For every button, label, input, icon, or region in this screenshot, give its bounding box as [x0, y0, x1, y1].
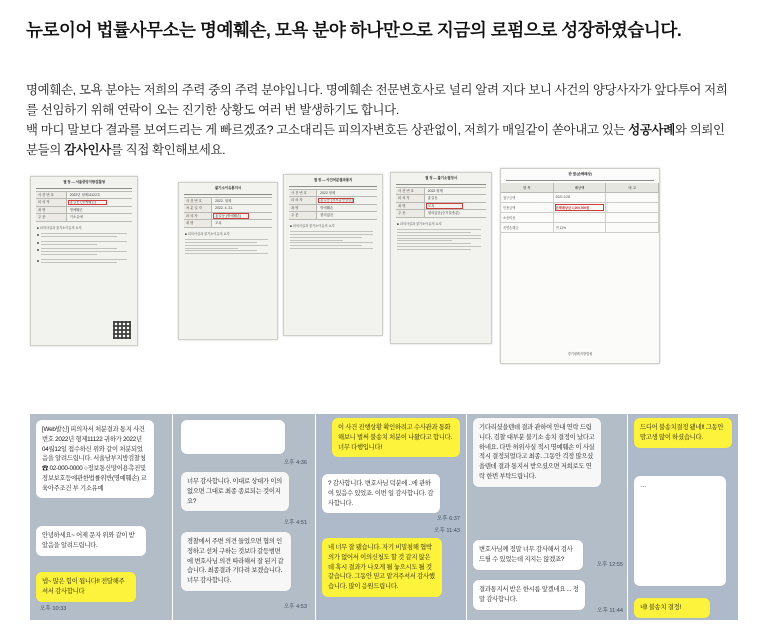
- doc-3-title: 결 정 — 사건처분결과통지: [313, 178, 353, 182]
- doc-2-value: 2022. 형제: [215, 199, 232, 203]
- chat-bubble-highlighted: 넵~ 많은 힘이 됩니다!! 전달해주셔서 감사합니다: [36, 572, 136, 602]
- text-line: [41, 241, 127, 242]
- text-line: [185, 245, 268, 246]
- document-gallery: [30, 168, 738, 380]
- cell-item: 청구금액: [501, 193, 554, 202]
- doc-4-row: [396, 209, 486, 217]
- text-line: [397, 249, 471, 250]
- cell-note: [606, 223, 659, 232]
- text-line: [41, 236, 117, 237]
- doc-1-section-title: ■ 피의사실과 불기소이유의 요지: [37, 225, 82, 230]
- text-line: [185, 250, 257, 251]
- doc-2-value: 모욕: [215, 221, 222, 226]
- text-line: [185, 242, 257, 243]
- cell-note: [606, 213, 659, 222]
- text-line: [397, 243, 471, 244]
- doc-2-key: 사 건 번 호: [184, 198, 212, 204]
- cell-note: [606, 203, 659, 212]
- doc-4-value: 혐의없음(증거불충분): [427, 211, 460, 216]
- page-title: 뉴로이어 법률사무소는 명예훼손, 모욕 분야 하나만으로 지금의 로펌으로 성장하였습니다.: [26, 20, 682, 40]
- p2-mid: 와 의뢰인분들의: [26, 123, 725, 158]
- chat-timestamp: 오후 12:55: [596, 562, 623, 568]
- doc-3-value: 혐의없음: [320, 213, 334, 218]
- doc-3-value: 명예훼손: [320, 205, 334, 210]
- text-line: [185, 253, 268, 254]
- doc-2-title: 불기소이유통지서: [214, 186, 242, 190]
- doc-1-body: [31, 222, 137, 265]
- table-row: [501, 203, 659, 213]
- text-line: [290, 237, 362, 238]
- doc-4-rule: [396, 184, 486, 185]
- chat-bubble-highlighted: 네! 불송치 결정!: [634, 598, 710, 618]
- text-line: [397, 238, 481, 239]
- doc-1-rows: [31, 191, 137, 222]
- doc-3-row: [289, 211, 377, 219]
- doc-3-key: 사 건 번 호: [289, 190, 317, 196]
- doc-4-body: [391, 218, 491, 250]
- bullet-dot-icon: [37, 242, 39, 244]
- doc-3-key: 주 문: [289, 212, 317, 218]
- doc-4-key: 사 건 번 호: [396, 188, 425, 194]
- doc-5-title: 판 결 (손해배상): [568, 172, 592, 176]
- chat-gallery: [30, 414, 738, 620]
- doc-2-value-highlighted: 홍길동 (명예훼손): [212, 213, 272, 219]
- doc-2-key: 처 분 일 자: [184, 205, 212, 211]
- bullet-dot-icon: [37, 260, 39, 262]
- doc-5-table-header: [501, 183, 659, 193]
- document-thumb-4[interactable]: [390, 172, 492, 344]
- chat-bubble: 기다리셨을텐데 결과 관하여 안내 연락 드립니다. 검찰 대부분 불기소 송치 결정이 났다고 하네요. 다만 허위사실 적시 명예훼손 이 사실 적시 결정되었다고 최종. 그동안 걱정 많으셨을텐데 결과 통지서 받으셨으면 저희로도 연락 한번 부탁드립니다.: [473, 418, 601, 487]
- document-thumb-2[interactable]: [178, 182, 278, 340]
- chat-bubble-highlighted: 이 사건 진행상황 확인하려고 수사관과 통화해보니 벌써 불송치 처분이 나왔다고 합니다. 너무 다행입니다!: [332, 418, 460, 457]
- table-row: [501, 193, 659, 203]
- doc-4-value: 2022 형제: [427, 189, 443, 193]
- chat-bubble-highlighted: 네 너무 잘 됐습니다. 자기 비밀침해 협박의가 없어서 이의신청도 할 것 같지 않은데 혹시 결과가 나오게 될 놓으시도 될 것 같습니다. 그동안 믿고 맡겨주셔서 감사했습니다. 많이 응원드립니다.: [322, 538, 442, 597]
- intro-paragraph-2: [26, 120, 732, 160]
- document-thumb-5[interactable]: [500, 168, 660, 364]
- doc-2-row: [184, 219, 272, 227]
- cell-item: 인용금액: [501, 203, 554, 212]
- text-line: [397, 235, 481, 236]
- doc-4-row: [396, 187, 486, 194]
- text-line: [290, 231, 373, 232]
- doc-5-col-item: 항 목: [501, 183, 554, 192]
- doc-4-title: 결 정 — 불기소결정서: [425, 176, 457, 180]
- text-line: [41, 233, 127, 234]
- document-thumb-3[interactable]: [283, 174, 383, 336]
- doc-2-body: [179, 228, 277, 254]
- doc-1-value: 기소유예: [69, 215, 83, 220]
- chat-bubble: 변호사님께 정말 너무 감사해서 검사 드릴 수 있었는데 지지는 않겠죠?: [473, 540, 583, 570]
- chat-bubble: 너무 감사합니다. 이대로 상대가 이의 없으면 그대로 최종 종료되는 것이지요?: [181, 472, 289, 511]
- doc-3-value: 2022 형제: [320, 191, 336, 195]
- text-line: [290, 242, 373, 243]
- doc-1-bullet: [37, 231, 131, 239]
- chat-timestamp: 오후 4:36: [283, 460, 307, 466]
- text-line: [41, 244, 97, 245]
- chat-panel-5[interactable]: [628, 414, 738, 620]
- text-line: [397, 246, 481, 247]
- chat-timestamp: 오후 10:33: [40, 606, 67, 612]
- cell-amount: 연 12%: [554, 223, 607, 232]
- doc-1-row: [36, 198, 132, 205]
- text-line: [41, 251, 127, 252]
- p2-bold-thanks: 감사인사: [64, 143, 111, 158]
- chat-bubble: [Web발신] 피의자서 처분결과 통지 사건번호 2022년 형제11122 귀하가 2022년04월12일 접수하신 위와 같이 처분되었음을 알려드립니다. 서울남부지방검찰청 ☎ 02-000-0000 ○정보통신망이용촉진및정보보호등에관한법률위반(명예훼손) 교육아주조건 부 기소유예: [36, 420, 154, 498]
- doc-1-key: 죄 명: [36, 207, 67, 213]
- chat-panel-1[interactable]: [30, 414, 172, 620]
- doc-4-value-highlighted: 모욕: [425, 203, 486, 209]
- cell-item: 지연손해금: [501, 223, 554, 232]
- chat-bubble-highlighted: 드디어 불송치결정 됐네!! 그동안 맘고생 많이 하셨습니다.: [634, 418, 732, 448]
- text-line: [41, 248, 117, 249]
- doc-3-rows: [284, 189, 382, 220]
- doc-3-row: [289, 196, 377, 203]
- p2-bold-success: 성공사례: [628, 123, 675, 137]
- chat-bubble: ? 감사합니다. 변호사님 덕분에 ..에 관하여 있음수 있었죠. 이번 일 감사합니다. 감사합니다.: [322, 474, 440, 513]
- text-line: [397, 240, 452, 241]
- chat-timestamp: 오후 11:43: [434, 528, 460, 534]
- doc-4-row: [396, 194, 486, 201]
- doc-2-rows: [179, 197, 277, 228]
- bullet-dot-icon: [37, 249, 39, 251]
- cell-item: 소송비용: [501, 213, 554, 222]
- text-line: [290, 234, 373, 235]
- text-line: [290, 245, 362, 246]
- doc-1-bullet: [37, 246, 131, 256]
- chat-timestamp: 오후 4:53: [283, 604, 307, 610]
- doc-4-key: 죄 명: [396, 203, 425, 209]
- chat-panel-2[interactable]: [173, 414, 315, 620]
- doc-2-key: 죄 명: [184, 220, 212, 226]
- p2-pre: 백 마디 말보다 결과를 보여드리는 게 빠르겠죠? 고소대리든 피의자변호든 상관없이, 저희가 매일같이 쏟아내고 있는: [26, 123, 629, 137]
- text-line: [290, 240, 343, 241]
- doc-3-value-highlighted: 홍길동 (정보통신망법): [317, 197, 377, 203]
- text-line: [290, 248, 373, 249]
- doc-3-row: [289, 204, 377, 211]
- doc-5-rule: [506, 180, 654, 181]
- text-line: [41, 259, 127, 260]
- chat-bubble: 결과통지서 받은 한시름 앞겠네요 ... 정말 감사합니다.: [473, 580, 585, 610]
- chat-panel-3[interactable]: [316, 414, 466, 620]
- chat-bubble: 안녕하세요~ 어제 문자 위와 같이 받았음을 알려드립니다.: [36, 526, 146, 556]
- doc-3-section-title: ■ 피의사실과 불기소이유의 요지: [290, 223, 335, 228]
- doc-1-bullet: [37, 239, 131, 247]
- doc-4-rows: [391, 187, 491, 218]
- doc-1-key: 사 건 번 호: [36, 192, 67, 198]
- intro-paragraph-1: 명예훼손, 모욕 분야는 저희의 주력 중의 주력 분야입니다. 명예훼손 전문변호사로 널리 알려 지다 보니 사건의 양당사자가 앞다투어 저희를 선임하기 위해 연락이 오는 진기한 상황도 여러 번 발생하기도 합니다.: [26, 83, 728, 118]
- doc-3-body: [284, 220, 382, 249]
- text-line: [397, 229, 481, 230]
- doc-1-bullet: [37, 257, 131, 265]
- qr-code-icon: [113, 321, 131, 339]
- doc-4-row: [396, 202, 486, 209]
- chat-bubble: …: [634, 476, 726, 586]
- doc-4-value: 홍길동: [427, 196, 438, 201]
- doc-4-section-title: ■ 피의사실과 불기소이유의 요지: [397, 221, 442, 226]
- document-thumb-1[interactable]: [30, 176, 138, 346]
- doc-1-key: 피 의 자: [36, 199, 67, 205]
- chat-timestamp: 오후 4:51: [283, 520, 307, 526]
- text-line: [41, 254, 97, 255]
- text-line: [41, 262, 117, 263]
- cell-amount: [554, 213, 607, 222]
- text-line: [185, 248, 238, 249]
- chat-timestamp: 오후 6:37: [436, 516, 460, 522]
- doc-2-row: [184, 197, 272, 204]
- doc-1-title: 결 정 — 서울중앙지방검찰청: [63, 180, 105, 184]
- chat-bubble: 경찰에서 주변 의견 들었으면 협의 인정하고 선처 구하는 것보다 갈등범면에 변호사님 의견 따라해서 잘 된거 같습니다. 최종결과 기다려 보겠습니다. 너무 감사합니다.: [181, 532, 291, 591]
- text-line: [397, 232, 471, 233]
- doc-2-value: 2022. 4. 21.: [215, 206, 234, 211]
- doc-4-key: 주 문: [396, 210, 425, 216]
- table-row: [501, 223, 659, 233]
- table-row: [501, 213, 659, 223]
- p2-post: 를 직접 확인해보세요.: [110, 143, 226, 158]
- doc-1-key: 주 문: [36, 214, 67, 220]
- doc-5-col-amount: 배상액: [554, 183, 607, 192]
- doc-2-row: [184, 204, 272, 211]
- chat-timestamp: 오후 11:44: [597, 608, 623, 614]
- doc-2-rule: [184, 194, 272, 195]
- doc-3-key: 피 의 자: [289, 197, 317, 203]
- doc-1-value-highlighted: 홍길동 (명예훼손): [67, 199, 132, 205]
- doc-3-key: 죄 명: [289, 205, 317, 211]
- doc-2-section-title: ■ 피의사실과 불기소이유의 요지: [185, 231, 230, 236]
- chat-bubble: [181, 420, 285, 454]
- doc-1-rule: [36, 188, 132, 189]
- doc-1-row: [36, 191, 132, 198]
- chat-panel-4[interactable]: [467, 414, 627, 620]
- cell-note: [606, 193, 659, 202]
- doc-5-col-note: 비 고: [606, 183, 659, 192]
- doc-2-row: [184, 212, 272, 219]
- doc-3-rule: [289, 186, 377, 187]
- doc-2-key: 피 의 자: [184, 213, 212, 219]
- cell-amount: 2021.9.28: [554, 193, 607, 202]
- doc-1-value: 명예훼손: [69, 207, 83, 212]
- doc-1-value: 2022년 형제11122호: [69, 193, 101, 197]
- doc-5-footer: 경기평택지방법원: [567, 351, 593, 356]
- text-line: [185, 239, 268, 240]
- bullet-dot-icon: [37, 234, 39, 236]
- doc-1-row: [36, 206, 132, 213]
- doc-4-key: 피 의 자: [396, 195, 425, 201]
- cell-amount-highlighted: 손해배상금 1,000,000원: [554, 203, 607, 212]
- doc-3-row: [289, 189, 377, 196]
- doc-1-row: [36, 213, 132, 221]
